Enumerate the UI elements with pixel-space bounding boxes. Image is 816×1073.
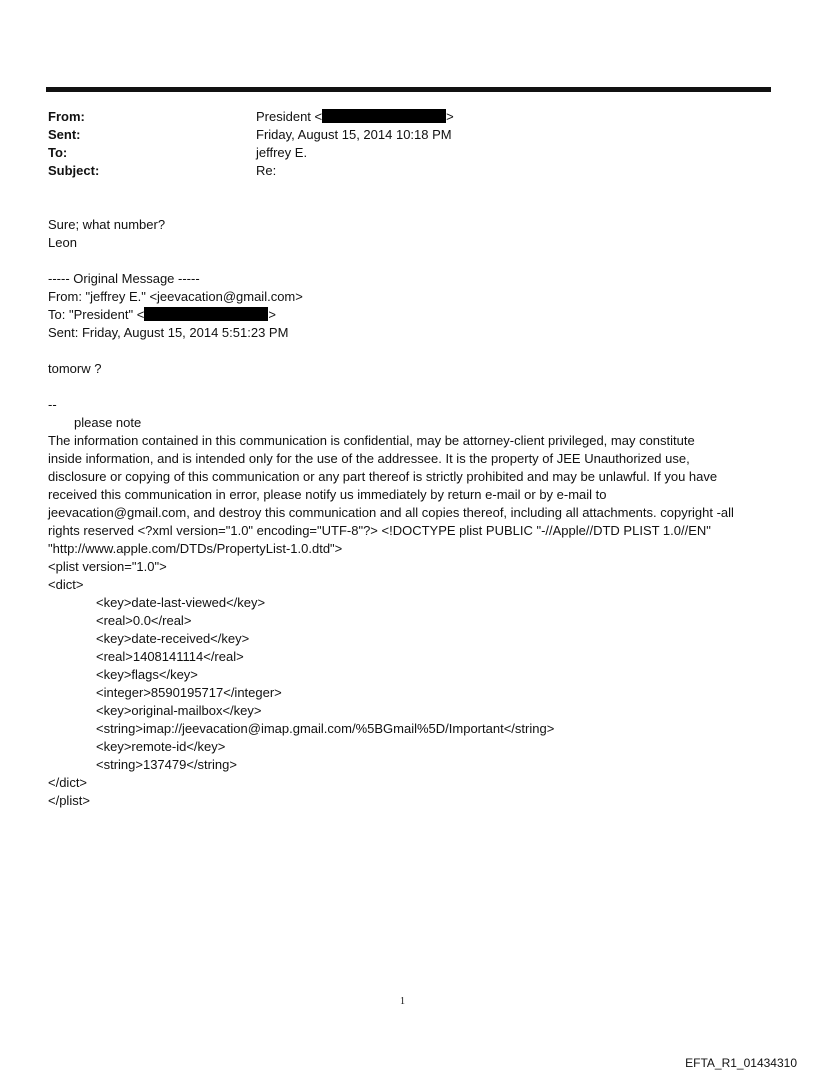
dict-line: <key>date-last-viewed</key>	[96, 595, 266, 610]
dict-line: <string>137479</string>	[96, 757, 237, 772]
dict-open: <dict>	[48, 577, 84, 592]
redaction-box	[144, 307, 268, 321]
from-value	[256, 108, 454, 126]
dict-line: <real>0.0</real>	[96, 613, 192, 628]
to-label: To:	[48, 145, 68, 160]
dict-line: <string>imap://jeevacation@imap.gmail.com/%5BGmail%5D/Important</string>	[96, 721, 555, 736]
dict-line: <real>1408141114</real>	[96, 649, 244, 664]
original-to-suffix: >	[268, 307, 276, 322]
sent-label: Sent:	[48, 127, 81, 142]
plist-open: <plist version="1.0">	[48, 559, 167, 574]
disclaimer-line: rights reserved <?xml version="1.0" encoding="UTF-8"?> <!DOCTYPE plist PUBLIC "-//Apple//DTD PLIST 1.0//EN"	[48, 523, 711, 538]
page-number: 1	[400, 996, 405, 1007]
disclaimer-line: The information contained in this communication is confidential, may be attorney-client privileged, may constitute	[48, 433, 695, 448]
original-to-prefix: To: "President" <	[48, 307, 145, 322]
subject-value: Re:	[256, 163, 277, 178]
header-rule	[46, 87, 771, 92]
disclaimer-line: jeevacation@gmail.com, and destroy this communication and all copies thereof, including all attachments. copyright -all	[48, 505, 734, 520]
document-id: EFTA_R1_01434310	[685, 1056, 797, 1070]
disclaimer-block	[48, 432, 773, 558]
original-message-marker: ----- Original Message -----	[48, 271, 200, 286]
original-sent: Sent: Friday, August 15, 2014 5:51:23 PM	[48, 325, 289, 340]
dict-line: <key>flags</key>	[96, 667, 198, 682]
disclaimer-line: disclosure or copying of this communication or any part thereof is strictly prohibited and may be unlawful. If you have	[48, 469, 718, 484]
please-note: please note	[74, 415, 142, 430]
from-label: From:	[48, 109, 85, 124]
dict-line: <key>date-received</key>	[96, 631, 250, 646]
dict-entries	[48, 594, 773, 774]
disclaimer-line: inside information, and is intended only for the use of the addressee. It is the property of JEE Unauthorized use,	[48, 451, 690, 466]
dict-close: </dict>	[48, 775, 88, 790]
sent-value: Friday, August 15, 2014 10:18 PM	[256, 127, 452, 142]
original-from: From: "jeffrey E." <jeevacation@gmail.com>	[48, 289, 303, 304]
from-name: President <	[256, 109, 323, 124]
to-value: jeffrey E.	[256, 145, 308, 160]
plist-close: </plist>	[48, 793, 90, 808]
signature-dash: --	[48, 397, 57, 412]
disclaimer-line: "http://www.apple.com/DTDs/PropertyList-1.0.dtd">	[48, 541, 343, 556]
from-end: >	[446, 109, 454, 124]
dict-line: <key>remote-id</key>	[96, 739, 226, 754]
email-body	[48, 216, 773, 810]
reply-line: Sure; what number?	[48, 217, 166, 232]
original-message-text: tomorw ?	[48, 361, 102, 376]
subject-label: Subject:	[48, 163, 100, 178]
disclaimer-line: received this communication in error, please notify us immediately by return e-mail or by e-mail to	[48, 487, 607, 502]
reply-signature: Leon	[48, 235, 77, 250]
dict-line: <key>original-mailbox</key>	[96, 703, 262, 718]
original-to	[48, 306, 773, 324]
redaction-box	[322, 109, 446, 123]
dict-line: <integer>8590195717</integer>	[96, 685, 282, 700]
